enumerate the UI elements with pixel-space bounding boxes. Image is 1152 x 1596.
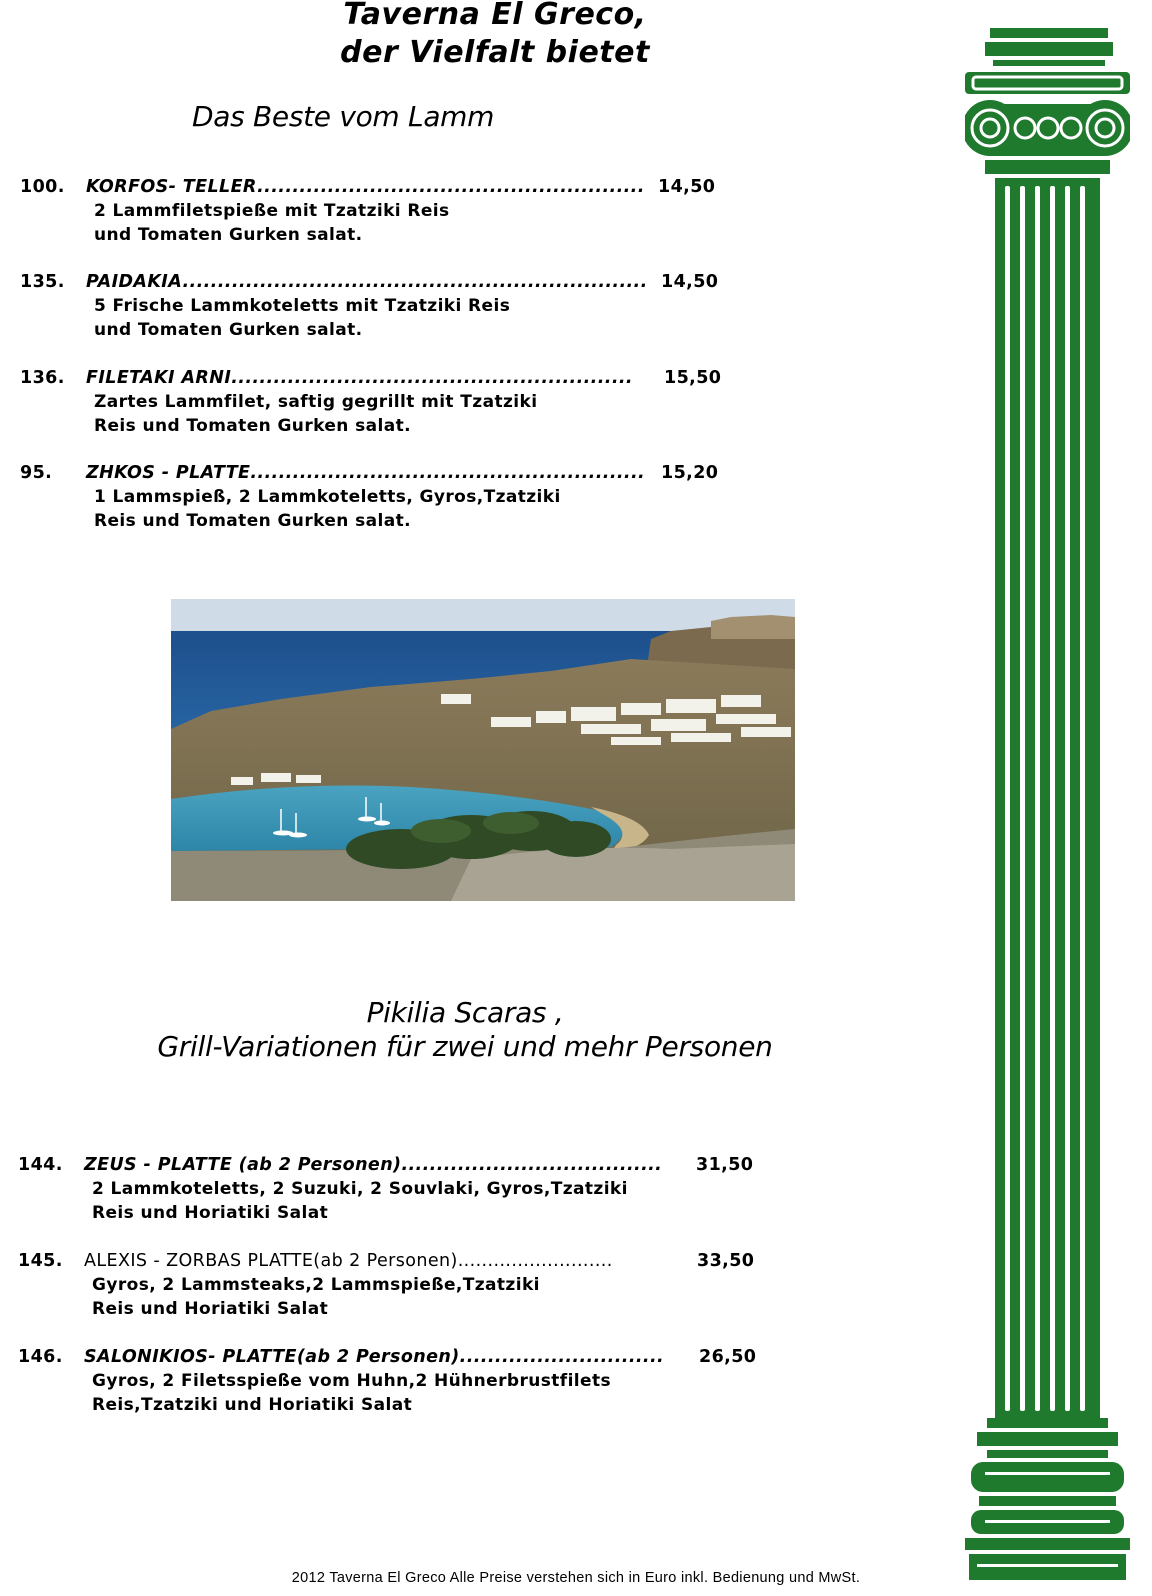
item-number: 145. — [18, 1251, 63, 1271]
title-line-1: Taverna El Greco, — [343, 0, 647, 32]
menu-item — [18, 1345, 758, 1417]
title-line-2: der Vielfalt bietet — [340, 35, 650, 70]
item-name: ALEXIS - ZORBAS PLATTE(ab 2 Personen).......................... — [84, 1251, 613, 1271]
item-description-2: Reis und Horiatiki Salat — [92, 1203, 329, 1223]
item-price: 14,50 — [658, 177, 716, 197]
item-price: 26,50 — [699, 1347, 757, 1367]
menu-item — [20, 175, 760, 247]
item-number: 135. — [20, 272, 65, 292]
item-number: 95. — [20, 463, 53, 483]
item-name: FILETAKI ARNI......................................................... — [86, 368, 633, 388]
item-number: 146. — [18, 1347, 63, 1367]
restaurant-title — [300, 0, 690, 72]
menu-item — [18, 1153, 758, 1225]
item-description-1: 5 Frische Lammkoteletts mit Tzatziki Reis — [94, 296, 511, 316]
item-description-1: 2 Lammfiletspieße mit Tzatziki Reis — [94, 201, 450, 221]
menu-item — [20, 270, 760, 342]
item-description-1: Gyros, 2 Lammsteaks,2 Lammspieße,Tzatziki — [92, 1275, 540, 1295]
item-number: 100. — [20, 177, 65, 197]
item-price: 15,50 — [664, 368, 722, 388]
item-name: ZEUS - PLATTE (ab 2 Personen)..................................... — [84, 1155, 663, 1175]
menu-item — [20, 461, 760, 533]
item-description-2: Reis und Tomaten Gurken salat. — [94, 511, 411, 531]
item-name: PAIDAKIA.................................................................. — [86, 272, 648, 292]
section-title-lamb: Das Beste vom Lamm — [192, 100, 495, 133]
item-description-1: Gyros, 2 Filetsspieße vom Huhn,2 Hühnerbrustfilets — [92, 1371, 612, 1391]
item-price: 31,50 — [696, 1155, 754, 1175]
footer-note: 2012 Taverna El Greco Alle Preise verstehen sich in Euro inkl. Bedienung und MwSt. — [291, 1570, 861, 1586]
item-name: ZHKOS - PLATTE........................................................ — [86, 463, 646, 483]
item-name: KORFOS- TELLER....................................................... — [86, 177, 645, 197]
grill-title-line-1: Pikilia Scaras , — [366, 996, 564, 1029]
item-description-2: Reis und Tomaten Gurken salat. — [94, 416, 411, 436]
menu-item — [20, 366, 760, 438]
item-description-2: Reis,Tzatziki und Horiatiki Salat — [92, 1395, 413, 1415]
item-description-2: und Tomaten Gurken salat. — [94, 320, 363, 340]
section-title-grill — [0, 996, 930, 1064]
item-name: SALONIKIOS- PLATTE(ab 2 Personen)............................. — [84, 1347, 665, 1367]
item-description-1: 1 Lammspieß, 2 Lammkoteletts, Gyros,Tzatziki — [94, 487, 561, 507]
item-description-2: und Tomaten Gurken salat. — [94, 225, 363, 245]
grill-title-line-2: Grill-Variationen für zwei und mehr Personen — [157, 1030, 773, 1063]
greek-column-decoration — [965, 20, 1130, 1590]
menu-item — [18, 1249, 758, 1321]
bay-landscape-photo — [171, 599, 795, 901]
item-description-1: Zartes Lammfilet, saftig gegrillt mit Tzatziki — [94, 392, 538, 412]
item-description-2: Reis und Horiatiki Salat — [92, 1299, 329, 1319]
item-price: 15,20 — [661, 463, 719, 483]
item-price: 14,50 — [661, 272, 719, 292]
item-price: 33,50 — [697, 1251, 755, 1271]
item-description-1: 2 Lammkoteletts, 2 Suzuki, 2 Souvlaki, Gyros,Tzatziki — [92, 1179, 628, 1199]
item-number: 136. — [20, 368, 65, 388]
item-number: 144. — [18, 1155, 63, 1175]
